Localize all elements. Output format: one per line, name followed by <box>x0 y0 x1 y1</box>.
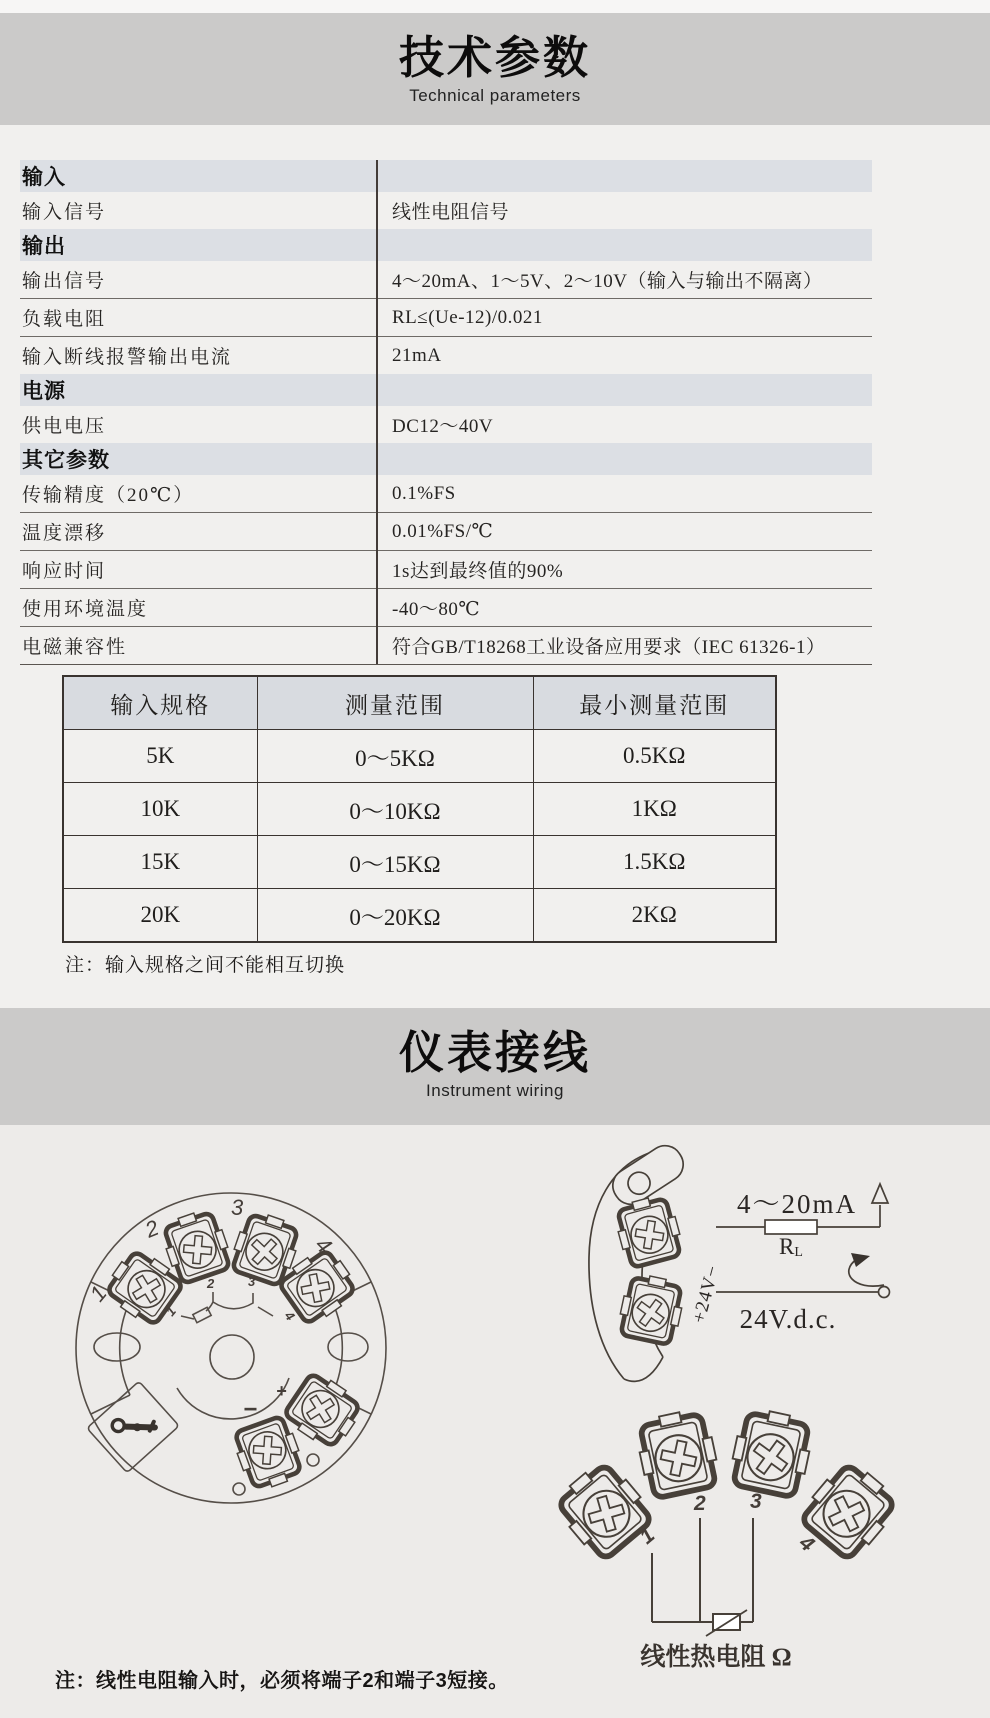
spec-row <box>20 475 872 512</box>
current-range-label: 4～20mA <box>737 1189 857 1219</box>
spec-label: 输入断线报警输出电流 <box>22 347 233 368</box>
spec-value: 0.1%FS <box>392 482 456 504</box>
range-cell: 20K <box>63 889 257 943</box>
head-terminal-label: 2 <box>141 1214 163 1243</box>
spec-value: 符合GB/T18268工业设备应用要求（IEC 61326-1） <box>392 637 826 658</box>
range-table-note: 注：输入规格之间不能相互切换 <box>65 955 346 976</box>
supply-polarity-label: +24V− <box>688 1262 725 1326</box>
inner-terminal-label: 2 <box>207 1276 215 1291</box>
range-table <box>62 675 777 943</box>
table-row <box>63 730 776 783</box>
spec-row <box>20 588 872 626</box>
range-table-header: 输入规格 <box>63 676 257 730</box>
spec-value: DC12～40V <box>392 416 494 437</box>
range-cell: 0～20KΩ <box>257 889 533 943</box>
head-terminal-label: 1 <box>84 1280 112 1307</box>
screw-terminal-icon <box>230 1414 307 1494</box>
range-cell: 0～5KΩ <box>257 730 533 783</box>
range-cell: 2KΩ <box>533 889 776 943</box>
spec-row <box>20 336 872 374</box>
screw-terminal-icon <box>612 1193 685 1270</box>
curved-arrow <box>849 1259 884 1286</box>
spec-value: -40～80℃ <box>392 599 481 620</box>
sensor-caption: 线性热电阻 Ω <box>640 1644 792 1671</box>
loop-circuit-diagram <box>589 1139 890 1381</box>
screw-terminal-icon <box>633 1407 721 1500</box>
load-resistor <box>765 1220 817 1234</box>
range-cell: 5K <box>63 730 257 783</box>
screw-terminal-icon <box>727 1406 815 1499</box>
spec-label: 供电电压 <box>22 416 107 437</box>
range-cell: 15K <box>63 836 257 889</box>
wiring-subtitle: Instrument wiring <box>426 1081 564 1100</box>
spec-section-input <box>20 160 872 192</box>
section-header-technical <box>0 13 990 125</box>
load-r: R <box>779 1234 795 1259</box>
spec-section-label: 其它参数 <box>22 448 110 472</box>
center-hole <box>210 1335 254 1379</box>
sensor-terminal-label: 4 <box>794 1531 819 1557</box>
curved-arrow-head-icon <box>851 1253 870 1267</box>
spec-value: 1s达到最终值的90% <box>392 561 564 582</box>
spec-label: 输入信号 <box>22 202 107 223</box>
arrow-up-icon <box>872 1184 888 1203</box>
spec-label: 传输精度（20℃） <box>22 485 195 506</box>
inner-resistor <box>193 1307 211 1322</box>
inner-wire <box>181 1316 194 1319</box>
spec-section-output <box>20 229 872 261</box>
spec-row <box>20 626 872 664</box>
small-hole <box>233 1483 245 1495</box>
page-title: 技术参数 <box>398 32 591 83</box>
spec-value: 0.01%FS/℃ <box>392 521 494 542</box>
sensor-wires <box>652 1518 753 1622</box>
spec-value: 4～20mA、1～5V、2～10V（输入与输出不隔离） <box>392 271 823 292</box>
inner-wire <box>258 1307 273 1316</box>
section-header-wiring <box>0 1008 990 1125</box>
page-subtitle: Technical parameters <box>409 86 581 105</box>
inner-terminal-label: 4 <box>281 1308 298 1324</box>
spec-label: 使用环境温度 <box>22 599 149 620</box>
spec-section-power <box>20 374 872 406</box>
sensor-terminals-diagram <box>549 1406 903 1671</box>
range-cell: 0.5KΩ <box>533 730 776 783</box>
range-table-header-row <box>63 676 776 730</box>
screw-terminal-icon <box>616 1272 687 1346</box>
polarity-plus: + <box>276 1381 287 1401</box>
screw-terminal-icon <box>549 1456 656 1564</box>
ground-clamp-icon <box>110 1402 157 1449</box>
mounting-hole-left <box>94 1333 140 1361</box>
spec-section-label: 电源 <box>22 379 66 403</box>
spec-section-other <box>20 443 872 475</box>
inner-terminal-label: 3 <box>248 1274 256 1289</box>
small-hole <box>307 1454 319 1466</box>
spec-row <box>20 261 872 298</box>
jumper-bracket <box>213 1292 253 1309</box>
spec-row <box>20 298 872 336</box>
mounting-hole-right <box>328 1333 368 1361</box>
spec-row <box>20 512 872 550</box>
range-cell: 1KΩ <box>533 783 776 836</box>
spec-value: 21mA <box>392 344 442 366</box>
spec-section-label: 输入 <box>22 165 66 189</box>
spec-label: 负载电阻 <box>22 309 107 330</box>
spec-table-divider <box>376 160 378 664</box>
table-row <box>63 783 776 836</box>
range-table-header: 最小测量范围 <box>533 676 776 730</box>
inner-terminal-label: 1 <box>162 1303 179 1319</box>
spec-label: 电磁兼容性 <box>22 637 128 658</box>
supply-voltage-label: 24V.d.c. <box>739 1304 837 1334</box>
spec-value: 线性电阻信号 <box>392 202 510 223</box>
polarity-minus: − <box>243 1396 258 1423</box>
wiring-title: 仪表接线 <box>398 1027 591 1078</box>
table-row <box>63 889 776 943</box>
wiring-diagram <box>0 1125 990 1718</box>
table-row <box>63 836 776 889</box>
terminal-dot <box>879 1287 890 1298</box>
spec-label: 温度漂移 <box>22 523 107 544</box>
spec-row <box>20 192 872 229</box>
spec-table <box>20 160 872 665</box>
sensor-terminal-label: 3 <box>750 1490 762 1513</box>
spec-section-label: 输出 <box>22 234 66 258</box>
range-table-header: 测量范围 <box>257 676 533 730</box>
screw-terminal-icon <box>796 1456 903 1564</box>
spec-label: 响应时间 <box>22 561 107 582</box>
sensor-terminal-label: 2 <box>694 1492 706 1515</box>
range-cell: 0～15KΩ <box>257 836 533 889</box>
head-outline <box>76 1193 386 1503</box>
load-sub: L <box>794 1245 803 1260</box>
load-resistor-label <box>779 1234 803 1260</box>
range-cell: 1.5KΩ <box>533 836 776 889</box>
spec-value: RL≤(Ue-12)/0.021 <box>392 306 543 328</box>
top-strip <box>0 0 990 13</box>
head-edge-cap <box>624 1357 663 1381</box>
head-terminal-label: 4 <box>310 1231 337 1259</box>
spec-row <box>20 406 872 443</box>
head-terminal-label: 3 <box>231 1195 244 1220</box>
range-cell: 10K <box>63 783 257 836</box>
spec-row <box>20 550 872 588</box>
wiring-note: 注：线性电阻输入时，必须将端子2和端子3短接。 <box>55 1670 509 1692</box>
hub-arc <box>177 1378 289 1419</box>
sensor-terminal-label: 1 <box>635 1523 660 1549</box>
range-cell: 0～10KΩ <box>257 783 533 836</box>
spec-label: 输出信号 <box>22 271 107 292</box>
transmitter-head-diagram <box>76 1193 386 1503</box>
